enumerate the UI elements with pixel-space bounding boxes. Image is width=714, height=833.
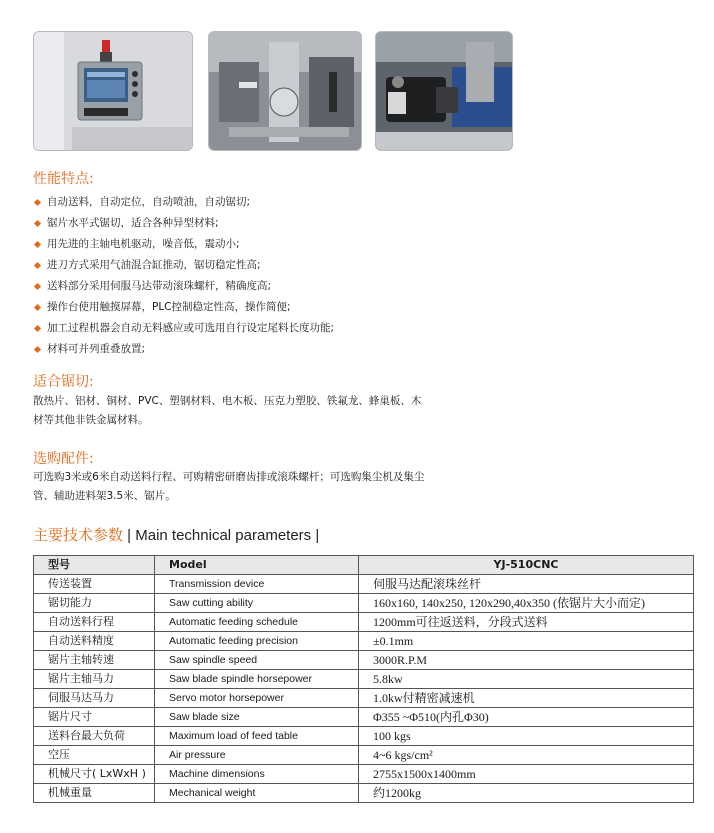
table-row: 自动送料精度 Automatic feeding precision ±0.1mm — [34, 632, 694, 651]
table-row: 机械重量 Mechanical weight 约1200kg — [34, 784, 694, 803]
list-item: 锯片水平式锯切，适合各种异型材料; — [33, 213, 334, 234]
bullet-icon — [34, 241, 41, 248]
params-table — [33, 555, 694, 803]
saw-machine-photo — [208, 31, 362, 151]
table-row: 锯片主轴转速 Saw spindle speed 3000R.P.M — [34, 651, 694, 670]
header-cn: 型号 — [34, 556, 155, 575]
bullet-icon — [34, 325, 41, 332]
list-item: 加工过程机器会自动无料感应或可选用自行设定尾料长度功能; — [33, 318, 334, 339]
list-item: 进刀方式采用气油混合缸推动，锯切稳定性高; — [33, 255, 334, 276]
table-row: 锯片主轴马力 Saw blade spindle horsepower 5.8kw — [34, 670, 694, 689]
bullet-icon — [34, 283, 41, 290]
features-title: 性能特点: — [33, 171, 94, 187]
table-row: 送料台最大负荷 Maximum load of feed table 100 kgs — [34, 727, 694, 746]
table-header-row — [34, 556, 694, 575]
list-item: 材料可并列重叠放置; — [33, 339, 334, 360]
materials-text: 散热片、铝材、铜材、PVC、塑钢材料、电木板、压克力塑胶、铁氟龙、蜂巢板、木 材等其他非铁金属材料。 — [33, 395, 422, 426]
list-item: 自动送料，自动定位，自动喷油，自动锯切; — [33, 192, 334, 213]
table-row: 锯切能力 Saw cutting ability 160x160, 140x250, 120x290,40x350 (依锯片大小而定) — [34, 594, 694, 613]
table-row: 空压 Air pressure 4~6 kgs/cm² — [34, 746, 694, 765]
bullet-icon — [34, 220, 41, 227]
control-panel-photo — [33, 31, 193, 151]
header-model: YJ-510CNC — [359, 556, 694, 575]
accessories-text: 可选购3米或6米自动送料行程、可购精密研磨齿排或滚珠螺杆；可选购集尘机及集尘 管、辅助进料架3.5米、锯片。 — [33, 471, 425, 502]
servo-motor-photo — [375, 31, 513, 151]
accessories-title: 选购配件: — [33, 451, 94, 467]
table-row: 伺服马达马力 Servo motor horsepower 1.0kw付精密减速机 — [34, 689, 694, 708]
table-row: 传送装置 Transmission device 伺服马达配滚珠丝杆 — [34, 575, 694, 594]
list-item: 用先进的主轴电机驱动，噪音低，震动小; — [33, 234, 334, 255]
table-row: 自动送料行程 Automatic feeding schedule 1200mm可往返送料，分段式送料 — [34, 613, 694, 632]
photo-strip — [33, 31, 513, 149]
bullet-icon — [34, 262, 41, 269]
features-list — [33, 192, 334, 360]
table-row: 机械尺寸( LxWxH ) Machine dimensions 2755x1500x1400mm — [34, 765, 694, 784]
materials-title: 适合锯切: — [33, 374, 94, 390]
bullet-icon — [34, 346, 41, 353]
list-item: 送料部分采用伺服马达带动滚珠螺杆，精确度高; — [33, 276, 334, 297]
bullet-icon — [34, 199, 41, 206]
table-row: 锯片尺寸 Saw blade size Φ355 ~Φ510(内孔Φ30) — [34, 708, 694, 727]
params-title: 主要技术参数 | Main technical parameters | — [33, 526, 320, 544]
header-en: Model — [155, 556, 359, 575]
list-item: 操作台使用触摸屏幕，PLC控制稳定性高，操作简便; — [33, 297, 334, 318]
bullet-icon — [34, 304, 41, 311]
